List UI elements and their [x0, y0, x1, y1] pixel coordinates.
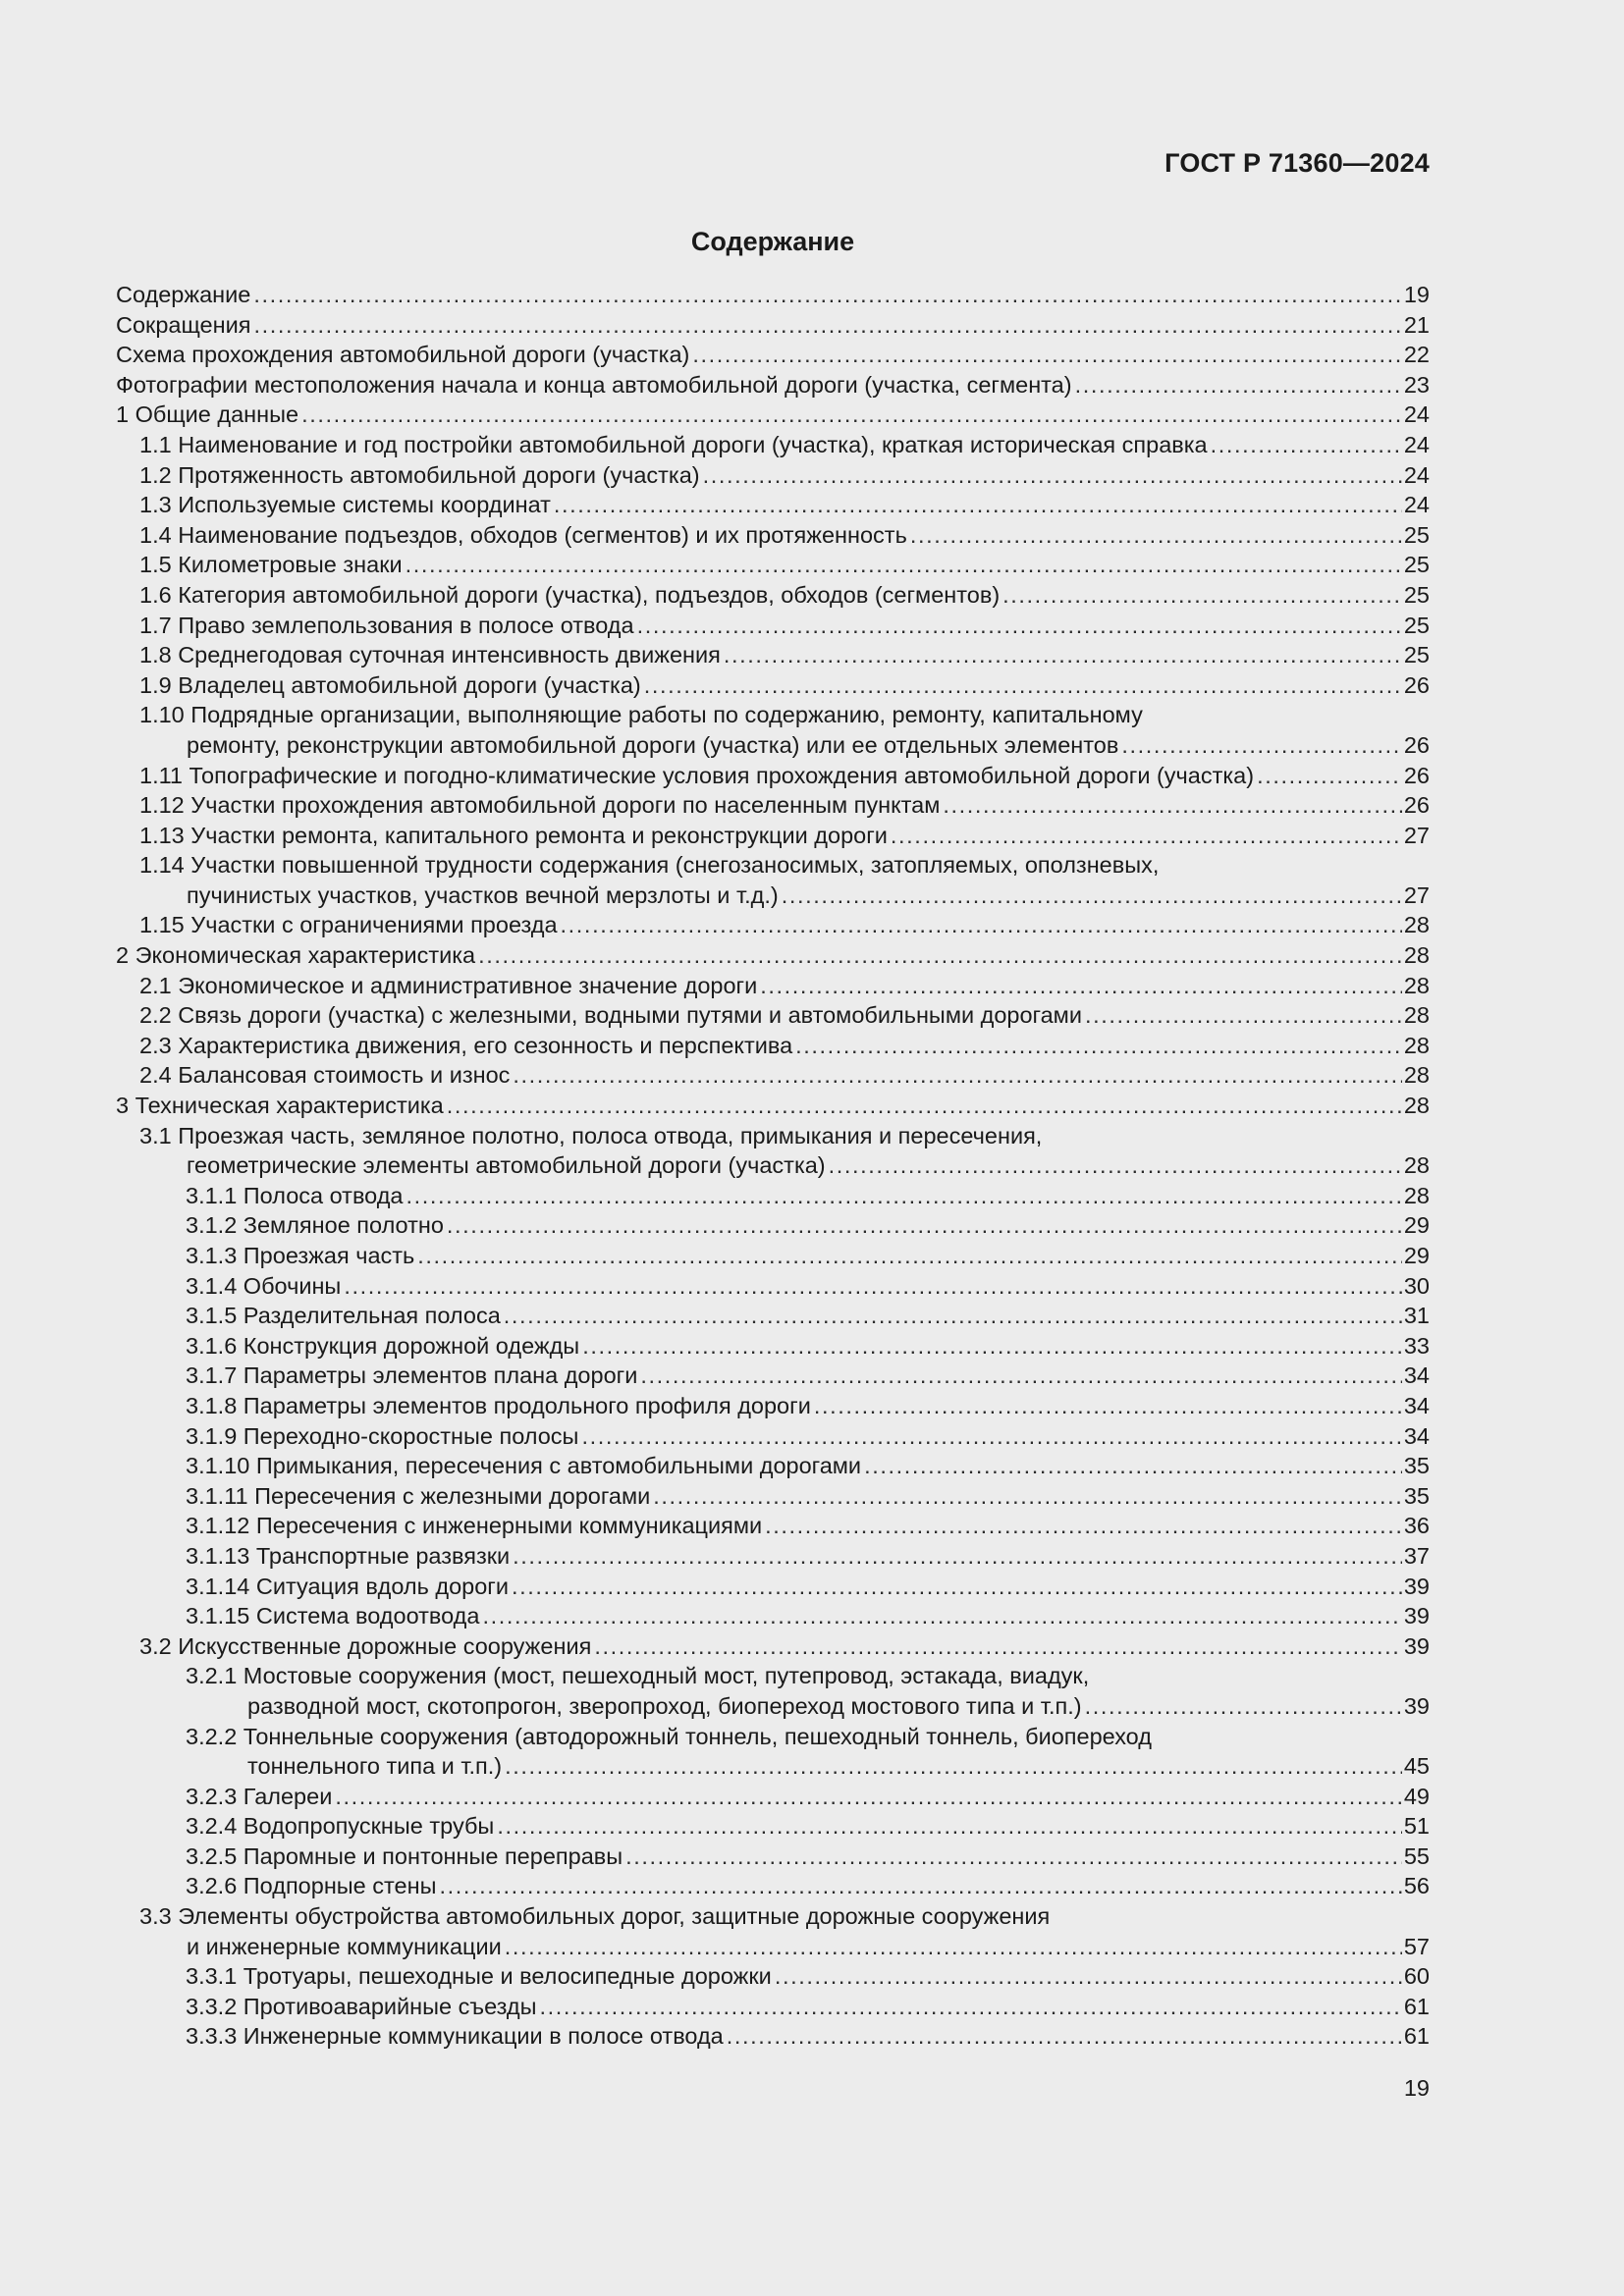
toc-entry-page: 56 — [1403, 1873, 1430, 1899]
toc-entry[interactable] — [116, 761, 1430, 791]
toc-entry-page: 39 — [1403, 1692, 1430, 1719]
dot-leader — [653, 1481, 1402, 1512]
dot-leader — [724, 640, 1402, 670]
toc-entry-title: 3.1.5 Разделительная полоса — [186, 1303, 501, 1329]
toc-entry-title-continuation: пучинистых участков, участков вечной мерзлоты и т.д.) — [187, 881, 779, 908]
toc-entry-page: 30 — [1403, 1272, 1430, 1299]
toc-entry-page: 25 — [1403, 581, 1430, 608]
dot-leader — [760, 971, 1402, 1001]
dot-leader — [1085, 1691, 1402, 1722]
toc-entry-page: 57 — [1403, 1933, 1430, 1959]
toc-entry[interactable] — [116, 370, 1430, 400]
toc-entry-title: 3.3 Элементы обустройства автомобильных дорог, защитные дорожные сооружения — [139, 1903, 1051, 1930]
toc-entry-title: 3.2.5 Паромные и понтонные переправы — [186, 1842, 623, 1869]
toc-entry-title: 3.1.7 Параметры элементов плана дороги — [186, 1362, 638, 1389]
toc-entry-page: 61 — [1403, 2023, 1430, 2050]
toc-entry[interactable] — [116, 971, 1430, 1001]
toc-entry-title: 3.1.1 Полоса отвода — [186, 1182, 404, 1208]
toc-entry-page: 28 — [1403, 1002, 1430, 1029]
toc-entry[interactable] — [116, 1301, 1430, 1331]
toc-entry-page: 19 — [1403, 282, 1430, 307]
toc-title: Содержание — [690, 227, 855, 256]
toc-entry[interactable] — [116, 340, 1430, 370]
dot-leader — [417, 1241, 1402, 1271]
dot-leader — [640, 1361, 1402, 1391]
toc-entry-page: 39 — [1403, 1603, 1430, 1629]
toc-entry-page: 25 — [1403, 612, 1430, 638]
toc-entry[interactable] — [116, 1121, 1430, 1181]
dot-leader — [637, 611, 1402, 641]
toc-entry-title: 3.1.4 Обочины — [186, 1272, 342, 1299]
toc-entry-page: 28 — [1403, 942, 1430, 969]
toc-entry-title: 3.1.2 Земляное полотно — [186, 1212, 444, 1239]
toc-entry-title: 3.2.4 Водопропускные трубы — [186, 1813, 495, 1840]
toc-entry-page: 34 — [1403, 1392, 1430, 1418]
toc-entry-page: 29 — [1403, 1243, 1430, 1268]
toc-entry[interactable] — [116, 1241, 1430, 1271]
toc-entry-title: 3.1.14 Ситуация вдоль дороги — [186, 1573, 509, 1599]
dot-leader — [1257, 761, 1402, 791]
toc-entry[interactable] — [116, 1451, 1430, 1481]
toc-entry-page: 31 — [1403, 1303, 1430, 1329]
toc-entry-title-continuation: ремонту, реконструкции автомобильной дороги (участка) или ее отдельных элементов — [187, 731, 1119, 758]
toc-entry-page: 37 — [1403, 1542, 1430, 1569]
dot-leader — [692, 340, 1402, 370]
dot-leader — [253, 310, 1401, 341]
toc-entry-title: Фотографии местоположения начала и конца автомобильной дороги (участка, сегмента) — [116, 371, 1072, 398]
toc-entry-page: 39 — [1403, 1632, 1430, 1659]
toc-entry[interactable] — [116, 1541, 1430, 1572]
toc-entry[interactable] — [116, 640, 1430, 670]
dot-leader — [561, 910, 1402, 940]
toc-entry-page: 34 — [1403, 1422, 1430, 1449]
toc-entry[interactable] — [116, 2021, 1430, 2052]
toc-entry[interactable] — [116, 1031, 1430, 1061]
toc-entry-page: 27 — [1403, 822, 1430, 848]
toc-entry[interactable] — [116, 1722, 1430, 1782]
dot-leader — [1211, 430, 1402, 460]
toc-entry-page: 35 — [1403, 1453, 1430, 1479]
toc-entry[interactable] — [116, 490, 1430, 520]
toc-entry-title: 1.12 Участки прохождения автомобильной дороги по населенным пунктам — [139, 792, 941, 819]
toc-entry-title: 1.2 Протяженность автомобильной дороги (участка) — [139, 461, 700, 488]
dot-leader — [775, 1961, 1402, 1992]
dot-leader — [829, 1150, 1402, 1181]
toc-entry-title: 3.2.2 Тоннельные сооружения (автодорожный тоннель, пешеходный тоннель, биопереход — [186, 1723, 1152, 1749]
toc-entry-page: 61 — [1403, 1993, 1430, 2019]
toc-entry-title: 3.1.15 Система водоотвода — [186, 1603, 480, 1629]
dot-leader — [625, 1842, 1402, 1872]
toc-entry[interactable] — [116, 1181, 1430, 1211]
toc-entry[interactable] — [116, 520, 1430, 551]
toc-entry-title: 3.1.3 Проезжая часть — [186, 1243, 415, 1268]
toc-entry[interactable] — [116, 1481, 1430, 1512]
toc-entry-title: 1.15 Участки с ограничениями проезда — [139, 912, 558, 938]
toc-entry[interactable] — [116, 1271, 1430, 1302]
dot-leader — [1085, 1000, 1402, 1031]
dot-leader — [814, 1391, 1402, 1421]
toc-entry-title: 3.3.3 Инженерные коммуникации в полосе отвода — [186, 2023, 724, 2050]
toc-entry-title: 1.11 Топографические и погодно-климатические условия прохождения автомобильной дороги (участка) — [139, 762, 1255, 788]
toc-entry[interactable] — [116, 1961, 1430, 1992]
toc-entry-title-continuation: тоннельного типа и т.п.) — [247, 1753, 503, 1780]
toc-entry[interactable] — [116, 1511, 1430, 1541]
toc-entry-page: 60 — [1403, 1963, 1430, 1990]
toc-entry-page: 33 — [1403, 1332, 1430, 1359]
dot-leader — [513, 1541, 1402, 1572]
toc-entry-page: 51 — [1403, 1813, 1430, 1840]
dot-leader — [406, 1181, 1402, 1211]
toc-entry-page: 25 — [1403, 521, 1430, 548]
dot-leader — [582, 1331, 1402, 1362]
toc-entry-title: 3.3.1 Тротуары, пешеходные и велосипедные дорожки — [186, 1963, 772, 1990]
toc-entry[interactable] — [116, 1060, 1430, 1091]
toc-entry-page: 24 — [1403, 401, 1430, 428]
toc-entry-page: 28 — [1403, 1062, 1430, 1089]
toc-entry[interactable] — [116, 1871, 1430, 1901]
toc-entry-page: 26 — [1403, 731, 1430, 758]
dot-leader — [439, 1871, 1401, 1901]
toc-entry-page: 26 — [1403, 671, 1430, 698]
toc-entry-title: 3.1.11 Пересечения с железными дорогами — [186, 1482, 651, 1509]
toc-entry-title: 3.1.6 Конструкция дорожной одежды — [186, 1332, 580, 1359]
toc-entry-page: 24 — [1403, 461, 1430, 488]
toc-entry[interactable] — [116, 670, 1430, 701]
toc-entry-title: 1.14 Участки повышенной трудности содержания (снегозаносимых, затопляемых, оползневых, — [139, 852, 1160, 879]
dot-leader — [594, 1631, 1402, 1662]
toc-entry-title: 2.4 Балансовая стоимость и износ — [139, 1062, 511, 1089]
toc-entry-title: 1.3 Используемые системы координат — [139, 492, 551, 518]
dot-leader — [513, 1060, 1401, 1091]
dot-leader — [782, 881, 1402, 911]
toc-entry-page: 35 — [1403, 1482, 1430, 1509]
toc-entry[interactable] — [116, 1331, 1430, 1362]
toc-entry-title: 1.7 Право землепользования в полосе отвода — [139, 612, 634, 638]
dot-leader — [540, 1992, 1402, 2022]
dot-leader — [703, 460, 1402, 491]
toc-entry[interactable] — [116, 940, 1430, 971]
dot-leader — [727, 2021, 1402, 2052]
toc-entry-page: 36 — [1403, 1513, 1430, 1539]
toc-entry-page: 29 — [1403, 1212, 1430, 1239]
toc-entry[interactable] — [116, 821, 1430, 851]
dot-leader — [344, 1271, 1402, 1302]
toc-entry[interactable] — [116, 1361, 1430, 1391]
dot-leader — [554, 490, 1402, 520]
toc-entry[interactable] — [116, 280, 1430, 310]
toc-entry[interactable] — [116, 580, 1430, 611]
toc-entry[interactable] — [116, 310, 1430, 341]
toc-entry[interactable] — [116, 1210, 1430, 1241]
toc-entry-title: 2.2 Связь дороги (участка) с железными, водными путями и автомобильными дорогами — [139, 1002, 1082, 1029]
page-number: 19 — [1403, 2075, 1430, 2101]
dot-leader — [581, 1421, 1401, 1452]
toc-entry-title: 3.1.12 Пересечения с инженерными коммуникациями — [186, 1513, 763, 1539]
dot-leader — [910, 520, 1402, 551]
dot-leader — [505, 1932, 1402, 1962]
toc-entry-page: 28 — [1403, 1032, 1430, 1058]
toc-entry-page: 34 — [1403, 1362, 1430, 1389]
toc-entry-page: 28 — [1403, 972, 1430, 998]
toc-entry-page: 23 — [1403, 371, 1430, 398]
toc-entry-page: 49 — [1403, 1783, 1430, 1809]
toc-entry-page: 26 — [1403, 792, 1430, 819]
table-of-contents — [116, 280, 1430, 2052]
toc-entry-title: 2.3 Характеристика движения, его сезонность и перспектива — [139, 1032, 793, 1058]
toc-entry-page: 26 — [1403, 762, 1430, 788]
toc-entry[interactable] — [116, 400, 1430, 430]
toc-entry-title: 3.1.10 Примыкания, пересечения с автомобильными дорогами — [186, 1453, 862, 1479]
toc-entry-title: 3.1.13 Транспортные развязки — [186, 1542, 511, 1569]
toc-entry-title: 1.6 Категория автомобильной дороги (участка), подъездов, обходов (сегментов) — [139, 581, 1001, 608]
toc-entry-title: 1.1 Наименование и год постройки автомобильной дороги (участка), краткая историческая справка — [139, 431, 1208, 457]
toc-entry-title: 3.2.6 Подпорные стены — [186, 1873, 437, 1899]
toc-entry-page: 55 — [1403, 1842, 1430, 1869]
toc-entry-title: 3.1.8 Параметры элементов продольного профиля дороги — [186, 1392, 811, 1418]
toc-entry[interactable] — [116, 1901, 1430, 1961]
toc-entry-title: Сокращения — [116, 311, 251, 338]
toc-entry[interactable] — [116, 611, 1430, 641]
toc-entry-page: 24 — [1403, 431, 1430, 457]
toc-entry-title: 3.3.2 Противоаварийные съезды — [186, 1993, 537, 2019]
toc-entry-title: 2.1 Экономическое и административное значение дороги — [139, 972, 758, 998]
toc-entry-title: 1.8 Среднегодовая суточная интенсивность движения — [139, 642, 721, 668]
dot-leader — [891, 821, 1402, 851]
toc-entry-title: 2 Экономическая характеристика — [116, 942, 476, 969]
toc-entry-page: 24 — [1403, 492, 1430, 518]
toc-entry[interactable] — [116, 1811, 1430, 1842]
toc-entry[interactable] — [116, 910, 1430, 940]
toc-entry[interactable] — [116, 1842, 1430, 1872]
toc-entry[interactable] — [116, 1391, 1430, 1421]
toc-entry-title: 1.9 Владелец автомобильной дороги (участка) — [139, 671, 641, 698]
toc-entry[interactable] — [116, 850, 1430, 910]
toc-entry-title: 3.2 Искусственные дорожные сооружения — [139, 1632, 592, 1659]
toc-entry-page: 45 — [1403, 1753, 1430, 1780]
toc-entry-title: 1.10 Подрядные организации, выполняющие работы по содержанию, ремонту, капитальному — [139, 702, 1143, 728]
toc-entry-page: 39 — [1403, 1573, 1430, 1599]
toc-entry-title-continuation: разводной мост, скотопрогон, зверопроход, биопереход мостового типа и т.п.) — [247, 1692, 1082, 1719]
toc-entry-title: 1 Общие данные — [116, 401, 299, 428]
toc-entry-title: 1.13 Участки ремонта, капитального ремонта и реконструкции дороги — [139, 822, 888, 848]
dot-leader — [1075, 370, 1402, 400]
toc-entry[interactable] — [116, 1631, 1430, 1662]
toc-entry-title: 3.1 Проезжая часть, земляное полотно, полоса отвода, примыкания и пересечения, — [139, 1122, 1043, 1148]
toc-entry[interactable] — [116, 1091, 1430, 1121]
toc-entry-title: 3.1.9 Переходно-скоростные полосы — [186, 1422, 579, 1449]
toc-entry-title-continuation: геометрические элементы автомобильной дороги (участка) — [187, 1152, 826, 1179]
toc-entry-title: 3.2.3 Галереи — [186, 1783, 333, 1809]
toc-entry-page: 28 — [1403, 1152, 1430, 1179]
dot-leader — [497, 1811, 1402, 1842]
dot-leader — [478, 940, 1402, 971]
dot-leader — [447, 1091, 1402, 1121]
dot-leader — [253, 280, 1402, 310]
toc-entry[interactable] — [116, 430, 1430, 460]
toc-entry[interactable] — [116, 460, 1430, 491]
dot-leader — [943, 790, 1401, 821]
dot-leader — [504, 1301, 1402, 1331]
toc-entry-title: 1.5 Километровые знаки — [139, 552, 403, 578]
document-header: ГОСТ Р 71360—2024 — [1164, 148, 1430, 178]
toc-entry-page: 28 — [1403, 1182, 1430, 1208]
toc-entry-title-continuation: и инженерные коммуникации — [187, 1933, 502, 1959]
toc-entry-page: 22 — [1403, 342, 1430, 368]
dot-leader — [335, 1782, 1402, 1812]
dot-leader — [406, 550, 1402, 580]
toc-entry-page: 25 — [1403, 642, 1430, 668]
dot-leader — [301, 400, 1402, 430]
toc-entry-page: 25 — [1403, 552, 1430, 578]
dot-leader — [482, 1601, 1401, 1631]
toc-entry[interactable] — [116, 1421, 1430, 1452]
toc-entry-title: Схема прохождения автомобильной дороги (участка) — [116, 342, 690, 368]
toc-entry-title: Содержание — [116, 282, 251, 307]
dot-leader — [512, 1572, 1402, 1602]
toc-entry-title: 3.2.1 Мостовые сооружения (мост, пешеходный мост, путепровод, эстакада, виадук, — [186, 1663, 1090, 1689]
toc-entry[interactable] — [116, 1782, 1430, 1812]
dot-leader — [505, 1751, 1402, 1782]
toc-entry[interactable] — [116, 1601, 1430, 1631]
dot-leader — [1002, 580, 1402, 611]
dot-leader — [1121, 730, 1402, 761]
toc-entry[interactable] — [116, 1661, 1430, 1721]
toc-entry[interactable] — [116, 790, 1430, 821]
dot-leader — [447, 1210, 1402, 1241]
toc-entry-page: 28 — [1403, 1093, 1430, 1119]
toc-entry-page: 21 — [1403, 311, 1430, 338]
dot-leader — [644, 670, 1402, 701]
dot-leader — [795, 1031, 1402, 1061]
toc-entry[interactable] — [116, 1572, 1430, 1602]
dot-leader — [864, 1451, 1402, 1481]
toc-entry[interactable] — [116, 1000, 1430, 1031]
toc-entry[interactable] — [116, 1992, 1430, 2022]
dot-leader — [765, 1511, 1402, 1541]
toc-entry-page: 28 — [1403, 912, 1430, 938]
toc-entry[interactable] — [116, 700, 1430, 760]
toc-entry-title: 1.4 Наименование подъездов, обходов (сегментов) и их протяженность — [139, 521, 907, 548]
toc-entry-title: 3 Техническая характеристика — [116, 1093, 444, 1119]
toc-entry-page: 27 — [1403, 881, 1430, 908]
toc-entry[interactable] — [116, 550, 1430, 580]
